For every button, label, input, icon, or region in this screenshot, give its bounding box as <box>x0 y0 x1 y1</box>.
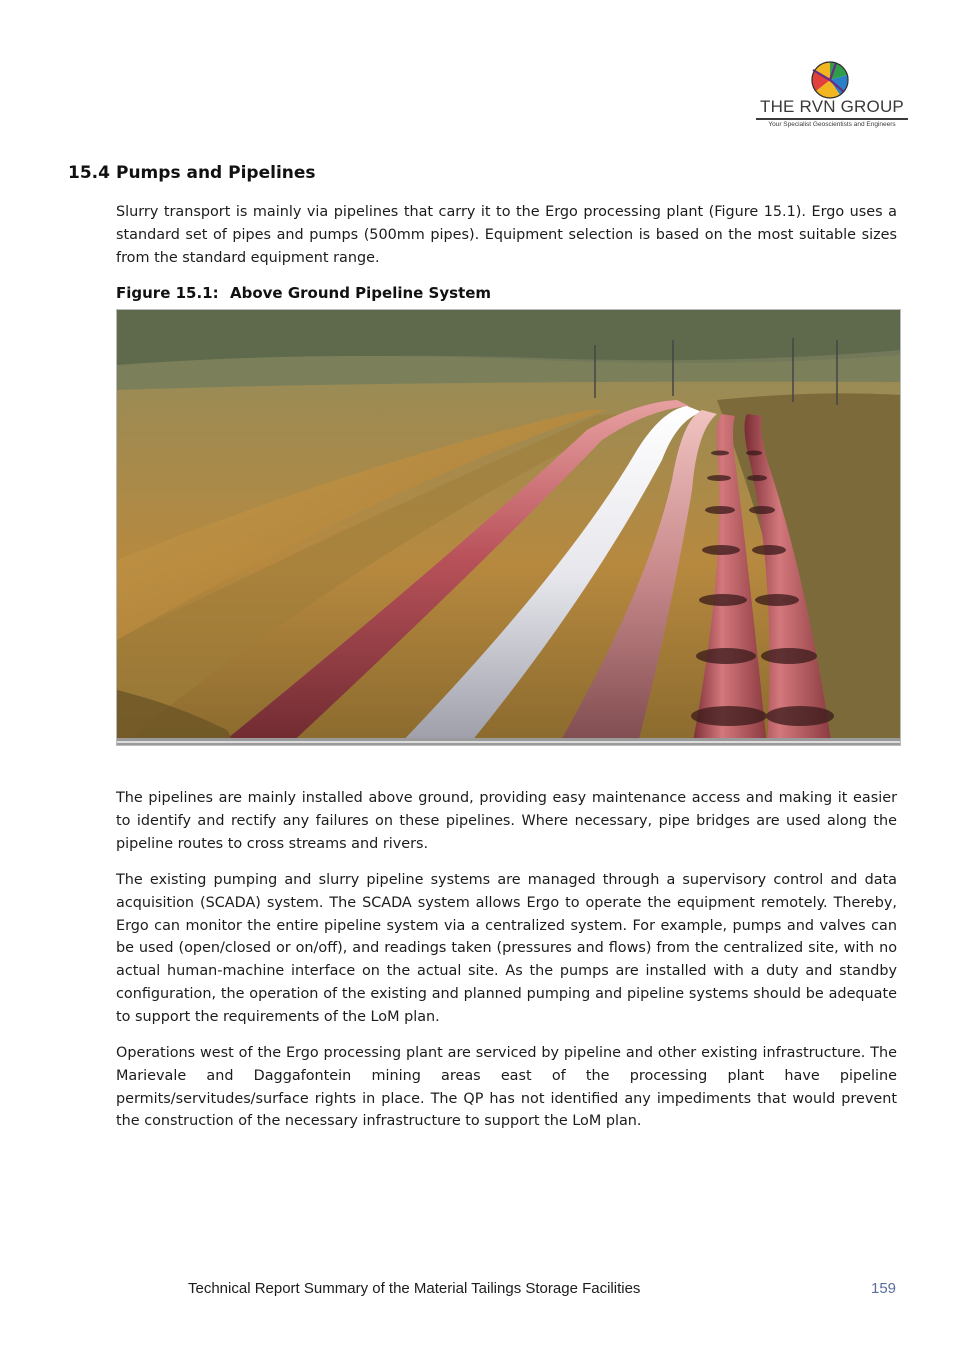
intro-paragraph: Slurry transport is mainly via pipelines that carry it to the Ergo processing plant (Figure 15.1). Ergo uses a standard set of pipes and pumps (500mm pipes). Equipment selection is based on the most suitable sizes from the standard equipment range. <box>116 204 897 266</box>
pipeline-photo <box>116 309 901 746</box>
body-paragraph-2: The existing pumping and slurry pipeline systems are managed through a supervisory control and data acquisition (SCADA) system. The SCADA system allows Ergo to operate the equipment remotely. Thereby, Ergo can monitor the entire pipeline system via a centralized system. For example, pumps and valves can be used (open/closed or on/off), and readings taken (pressures and flows) from the centralized site, with no actual human-machine interface on the actual site. As the pumps are installed with a duty and standby configuration, the operation of the existing and planned pumping and pipeline systems should be adequate to support the requirements of the LoM plan. <box>116 872 897 1025</box>
page-number: 159 <box>871 1280 897 1297</box>
body-paragraph-3: Operations west of the Ergo processing plant are serviced by pipeline and other existing infrastructure. The Marievale and Daggafontein mining areas east of the processing plant have pipeline permits/servitudes/surface rights in place. The QP has not identified any impediments that would prevent the construction of the necessary infrastructure to support the LoM plan. <box>116 1045 897 1130</box>
section-heading <box>68 163 316 183</box>
company-logo <box>752 58 912 134</box>
figure-label: Figure 15.1: <box>116 284 219 302</box>
figure-caption <box>116 284 491 302</box>
footer-title: Technical Report Summary of the Material Tailings Storage Facilities <box>188 1280 641 1297</box>
section-title: Pumps and Pipelines <box>116 163 316 183</box>
logo-tagline: Your Specialist Geoscientists and Engineers <box>768 121 896 128</box>
logo-name: THE RVN GROUP <box>760 97 904 116</box>
logo-mark-icon <box>810 60 850 100</box>
logo-underline <box>756 118 908 120</box>
body-paragraph-1: The pipelines are mainly installed above ground, providing easy maintenance access and making it easier to identify and rectify any failures on these pipelines. Where necessary, pipe bridges are used along the pipeline routes to cross streams and rivers. <box>116 790 897 852</box>
section-number: 15.4 <box>68 163 110 183</box>
pipeline-illustration <box>117 310 901 746</box>
figure-title: Above Ground Pipeline System <box>230 284 492 302</box>
